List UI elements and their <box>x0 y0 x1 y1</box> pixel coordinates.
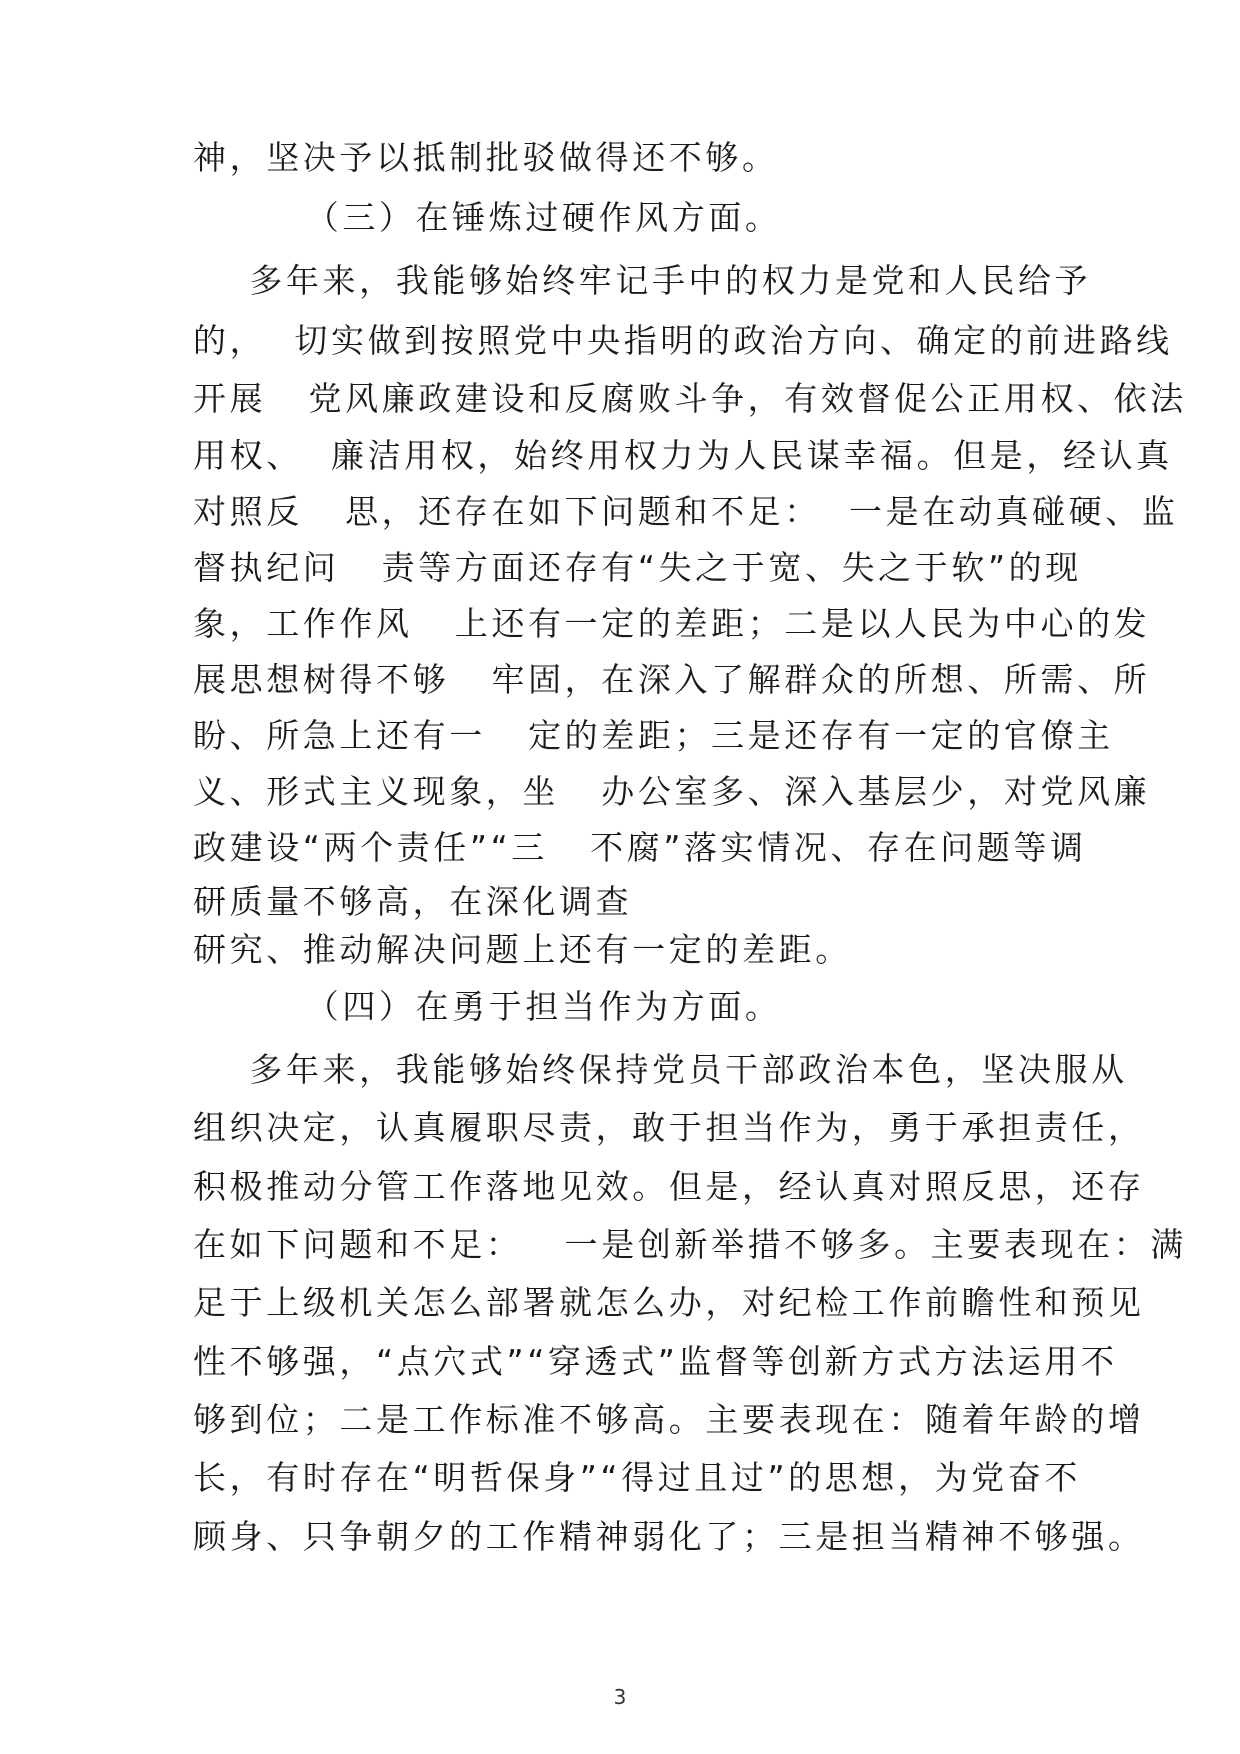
text-line: 长，有时存在“明哲保身”“得过且过”的思想，为党奋不 <box>193 1458 1081 1497</box>
text-line: 组织决定，认真履职尽责，敢于担当作为，勇于承担责任， <box>193 1108 1145 1147</box>
text-line: 政建设“两个责任”“三 不腐”落实情况、存在问题等调 <box>193 828 1087 867</box>
text-line: 盼、所急上还有一 定的差距；三是还存有一定的官僚主 <box>193 716 1114 755</box>
text-line: 神，坚决予以抵制批驳做得还不够。 <box>193 138 779 177</box>
page-number: 3 <box>613 1685 627 1709</box>
text-line: 展思想树得不够 牢固，在深入了解群众的所想、所需、所 <box>193 660 1151 699</box>
text-line: 义、形式主义现象，坐 办公室多、深入基层少，对党风廉 <box>193 772 1151 811</box>
text-line: 足于上级机关怎么部署就怎么办，对纪检工作前瞻性和预见 <box>193 1283 1145 1322</box>
text-line: 用权、 廉洁用权，始终用权力为人民谋幸福。但是，经认真 <box>193 436 1173 475</box>
section-heading-4: （四）在勇于担当作为方面。 <box>193 987 782 1026</box>
text-line: 开展 党风廉政建设和反腐败斗争，有效督促公正用权、依法 <box>193 379 1187 418</box>
text-line: 研质量不够高，在深化调查 <box>193 882 633 921</box>
text-line: 督执纪问 责等方面还存有“失之于宽、失之于软”的现 <box>193 548 1082 587</box>
text-line: 够到位；二是工作标准不够高。主要表现在：随着年龄的增 <box>193 1400 1145 1439</box>
text-line: 顾身、只争朝夕的工作精神弱化了；三是担当精神不够强。 <box>193 1517 1145 1556</box>
text-line: 积极推动分管工作落地见效。但是，经认真对照反思，还存 <box>193 1167 1145 1206</box>
text-line: 性不够强，“点穴式”“穿透式”监督等创新方式方法运用不 <box>193 1342 1118 1381</box>
text-line: 在如下问题和不足： 一是创新举措不够多。主要表现在：满 <box>193 1225 1187 1264</box>
text-line: 象，工作作风 上还有一定的差距；二是以人民为中心的发 <box>193 604 1151 643</box>
text-line: 多年来，我能够始终牢记手中的权力是党和人民给予 <box>193 261 1092 300</box>
text-line: 对照反 思，还存在如下问题和不足： 一是在动真碰硬、监 <box>193 492 1179 531</box>
text-line: 的， 切实做到按照党中央指明的政治方向、确定的前进路线 <box>193 321 1173 360</box>
section-heading-3: （三）在锤炼过硬作风方面。 <box>193 198 782 237</box>
text-line: 多年来，我能够始终保持党员干部政治本色，坚决服从 <box>193 1050 1128 1089</box>
text-line: 研究、推动解决问题上还有一定的差距。 <box>193 930 852 969</box>
